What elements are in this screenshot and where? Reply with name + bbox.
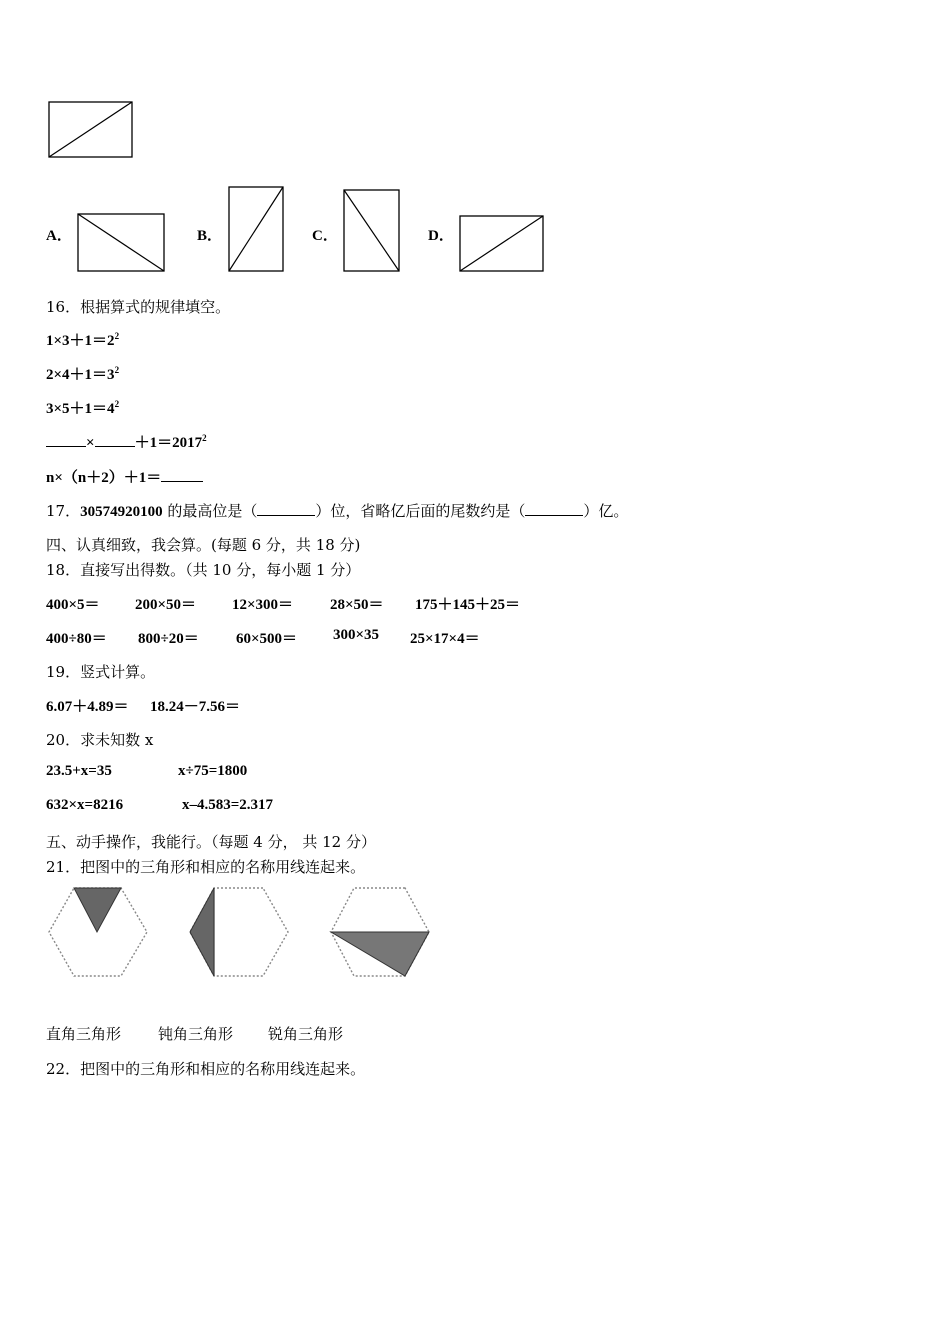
- q22-title: 22．把图中的三角形和相应的名称用线连起来。: [46, 1060, 366, 1078]
- q17-text: 17．30574920100 的最高位是（ ）位，省略亿后面的尾数约是（ ）亿。: [46, 502, 629, 520]
- option-a-figure[interactable]: [77, 213, 166, 273]
- answer-blank[interactable]: [525, 515, 583, 516]
- q20-item: x–4.583=2.317: [182, 797, 274, 813]
- option-b-label[interactable]: B．: [197, 228, 223, 244]
- q18-item: 200×50＝: [135, 597, 197, 613]
- q20-item: 23.5+x=35: [46, 763, 112, 779]
- q16-line-4: × $+1=2017^2$: [46, 431, 207, 452]
- q16-line-5: n×（n＋2）＋1＝: [46, 466, 203, 487]
- q18-item: 25×17×4＝: [410, 631, 480, 647]
- q18-item: 60×500＝: [236, 631, 298, 647]
- q18-item: 400÷80＝: [46, 631, 107, 647]
- answer-blank[interactable]: [257, 515, 315, 516]
- hexagon-figure-2: [189, 887, 291, 977]
- triangle-name-acute[interactable]: 锐角三角形: [268, 1025, 344, 1043]
- option-a-label[interactable]: A．: [46, 228, 72, 244]
- triangle-name-obtuse[interactable]: 钝角三角形: [158, 1025, 234, 1043]
- q19-item: 18.24－7.56＝: [150, 699, 241, 715]
- option-c-figure[interactable]: [343, 189, 401, 273]
- answer-blank[interactable]: [46, 446, 86, 447]
- q19-item: 6.07＋4.89＝: [46, 699, 129, 715]
- q16-line-2: $2\times 4+1=3^2$: [46, 365, 120, 383]
- q18-item: 300×35: [333, 627, 380, 643]
- q18-item: 800÷20＝: [138, 631, 199, 647]
- hexagon-figure-3: [330, 887, 432, 977]
- option-b-figure[interactable]: [228, 186, 285, 273]
- q16-line-3: $3\times 5+1=4^2$: [46, 399, 120, 417]
- q16-title: 16．根据算式的规律填空。: [46, 298, 231, 316]
- triangle-shape: [190, 888, 214, 976]
- q19-title: 19．竖式计算。: [46, 663, 156, 681]
- answer-blank[interactable]: [95, 446, 135, 447]
- hexagon-figure-1: [48, 887, 150, 977]
- q20-title: 20．求未知数 x: [46, 731, 154, 749]
- q18-item: 175＋145＋25＝: [415, 597, 521, 613]
- option-d-label[interactable]: D．: [428, 228, 454, 244]
- triangle-shape: [331, 932, 429, 976]
- q18-item: 12×300＝: [232, 597, 294, 613]
- q18-item: 400×5＝: [46, 597, 100, 613]
- q18-title: 18．直接写出得数。（共 10 分，每小题 1 分）: [46, 561, 361, 579]
- q16-line-1: $1\times 3+1=2^2$: [46, 331, 120, 349]
- q20-item: x÷75=1800: [178, 763, 248, 779]
- section-4-heading: 四、认真细致，我会算。(每题 6 分，共 18 分): [46, 536, 361, 554]
- section-5-heading: 五、动手操作，我能行。（每题 4 分， 共 12 分）: [46, 833, 376, 851]
- q20-item: 632×x=8216: [46, 797, 124, 813]
- triangle-shape: [74, 888, 121, 932]
- q21-title: 21．把图中的三角形和相应的名称用线连起来。: [46, 858, 366, 876]
- option-c-label[interactable]: C．: [312, 228, 338, 244]
- answer-blank[interactable]: [161, 481, 203, 482]
- option-d-figure[interactable]: [459, 215, 545, 273]
- reference-rectangle-figure: [48, 101, 134, 159]
- q18-item: 28×50＝: [330, 597, 384, 613]
- triangle-name-right[interactable]: 直角三角形: [46, 1025, 122, 1043]
